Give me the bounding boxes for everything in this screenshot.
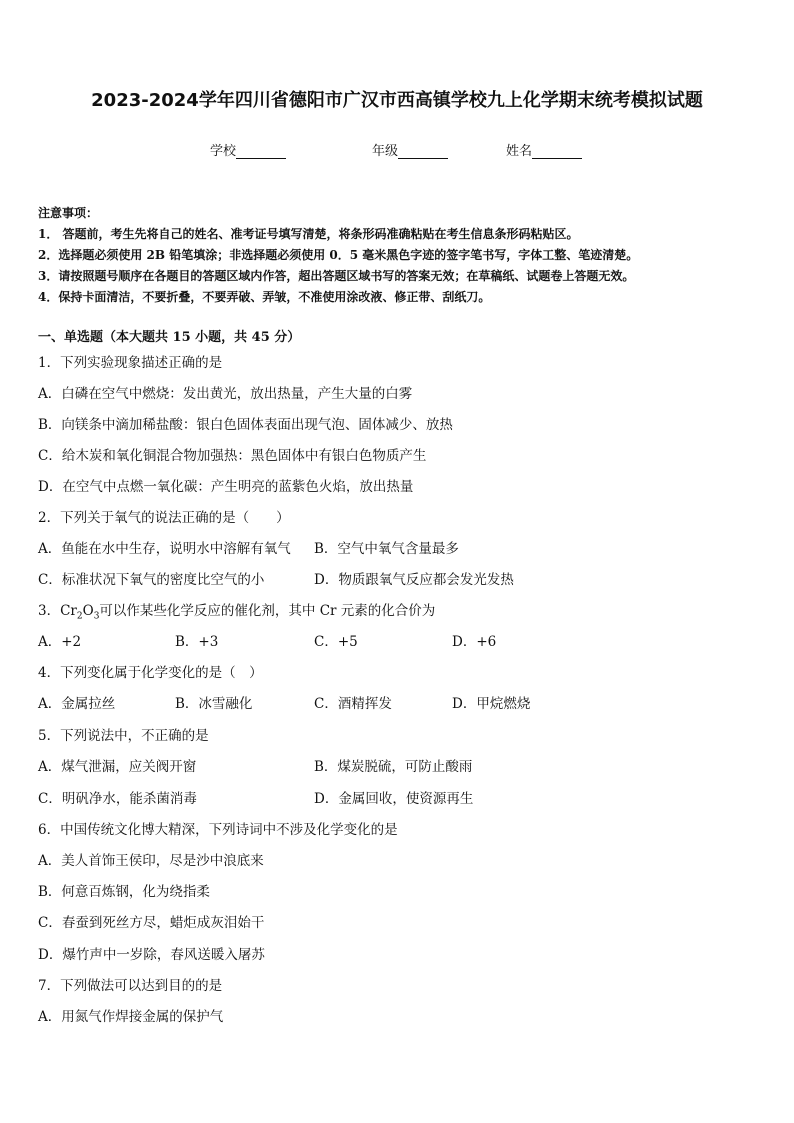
question-3-option-b: B．+3 [175,634,219,650]
question-3-stem-mid: O [82,603,94,619]
name-label: 姓名 [506,144,533,159]
question-1-option-b: B．向镁条中滴加稀盐酸：银白色固体表面出现气泡、固体减少、放热 [38,417,453,433]
school-label: 学校 [210,144,237,159]
student-info-fields [0,140,794,160]
question-6-option-a: A．美人首饰王侯印，尽是沙中浪底来 [38,853,264,869]
question-2-stem: 2．下列关于氧气的说法正确的是（ ） [38,510,290,526]
school-field [210,140,286,159]
question-2-option-a: A．鱼能在水中生存，说明水中溶解有氧气 [38,541,291,557]
question-1-option-a: A．白磷在空气中燃烧：发出黄光，放出热量，产生大量的白雾 [38,386,413,402]
question-1-option-d: D．在空气中点燃一氧化碳：产生明亮的蓝紫色火焰，放出热量 [38,479,414,495]
note-item: 2．选择题必须使用 2B 铅笔填涂；非选择题必须使用 0．5 毫米黑色字迹的签字笔书写，字体工整、笔迹清楚。 [38,248,639,262]
school-blank [236,144,286,159]
question-3-subscript: 3 [93,611,100,622]
page-title: 2023-2024学年四川省德阳市广汉市西高镇学校九上化学期末统考模拟试题 [91,90,703,111]
question-4-option-c: C．酒精挥发 [314,696,392,712]
question-6-option-b: B．何意百炼钢，化为绕指柔 [38,884,210,900]
question-2-option-d: D．物质跟氧气反应都会发光发热 [314,572,514,588]
question-1-stem: 1．下列实验现象描述正确的是 [38,355,223,371]
question-2-option-c: C．标准状况下氧气的密度比空气的小 [38,572,265,588]
question-3-option-c: C．+5 [314,634,358,650]
question-3-option-d: D．+6 [452,634,497,650]
question-4-option-b: B．冰雪融化 [175,696,253,712]
grade-field [372,140,448,159]
question-4-stem: 4．下列变化属于化学变化的是（ ） [38,665,263,681]
question-5-option-c: C．明矾净水，能杀菌消毒 [38,791,197,807]
question-4-option-d: D．甲烷燃烧 [452,696,531,712]
note-item: 1． 答题前，考生先将自己的姓名、准考证号填写清楚，将条形码准确粘贴在考生信息条形码粘贴区。 [38,227,579,241]
question-3-stem-suffix: 可以作某些化学反应的催化剂，其中 Cr 元素的化合价为 [99,603,436,619]
name-blank [532,144,582,159]
question-5-stem: 5．下列说法中，不正确的是 [38,728,209,744]
notes-block [38,203,638,308]
question-5-option-b: B．煤炭脱硫，可防止酸雨 [314,759,473,775]
name-field [506,140,582,159]
note-item: 3．请按照题号顺序在各题目的答题区域内作答，超出答题区域书写的答案无效；在草稿纸、试题卷上答题无效。 [38,269,635,283]
note-item: 4．保持卡面清洁，不要折叠，不要弄破、弄皱，不准使用涂改液、修正带、刮纸刀。 [38,290,491,304]
question-6-option-c: C．春蚕到死丝方尽，蜡炬成灰泪始干 [38,915,265,931]
question-7-option-a: A．用氮气作焊接金属的保护气 [38,1009,224,1025]
grade-label: 年级 [372,144,399,159]
notes-heading: 注意事项： [38,206,99,220]
question-4-option-a: A．金属拉丝 [38,696,116,712]
question-6-stem: 6．中国传统文化博大精深，下列诗词中不涉及化学变化的是 [38,822,398,838]
question-3-option-a: A．+2 [38,634,82,650]
question-3-stem [38,601,435,621]
question-5-option-a: A．煤气泄漏，应关阀开窗 [38,759,197,775]
question-3-stem-prefix: 3．Cr [38,603,77,619]
question-1-option-c: C．给木炭和氧化铜混合物加强热：黑色固体中有银白色物质产生 [38,448,427,464]
question-7-stem: 7．下列做法可以达到目的的是 [38,978,223,994]
question-3-subscript: 2 [76,611,83,622]
question-2-option-b: B．空气中氧气含量最多 [314,541,459,557]
question-6-option-d: D．爆竹声中一岁除，春风送暖入屠苏 [38,947,265,963]
question-5-option-d: D．金属回收，使资源再生 [314,791,474,807]
grade-blank [398,144,448,159]
section-heading: 一、单选题（本大题共 15 小题，共 45 分） [38,330,301,345]
